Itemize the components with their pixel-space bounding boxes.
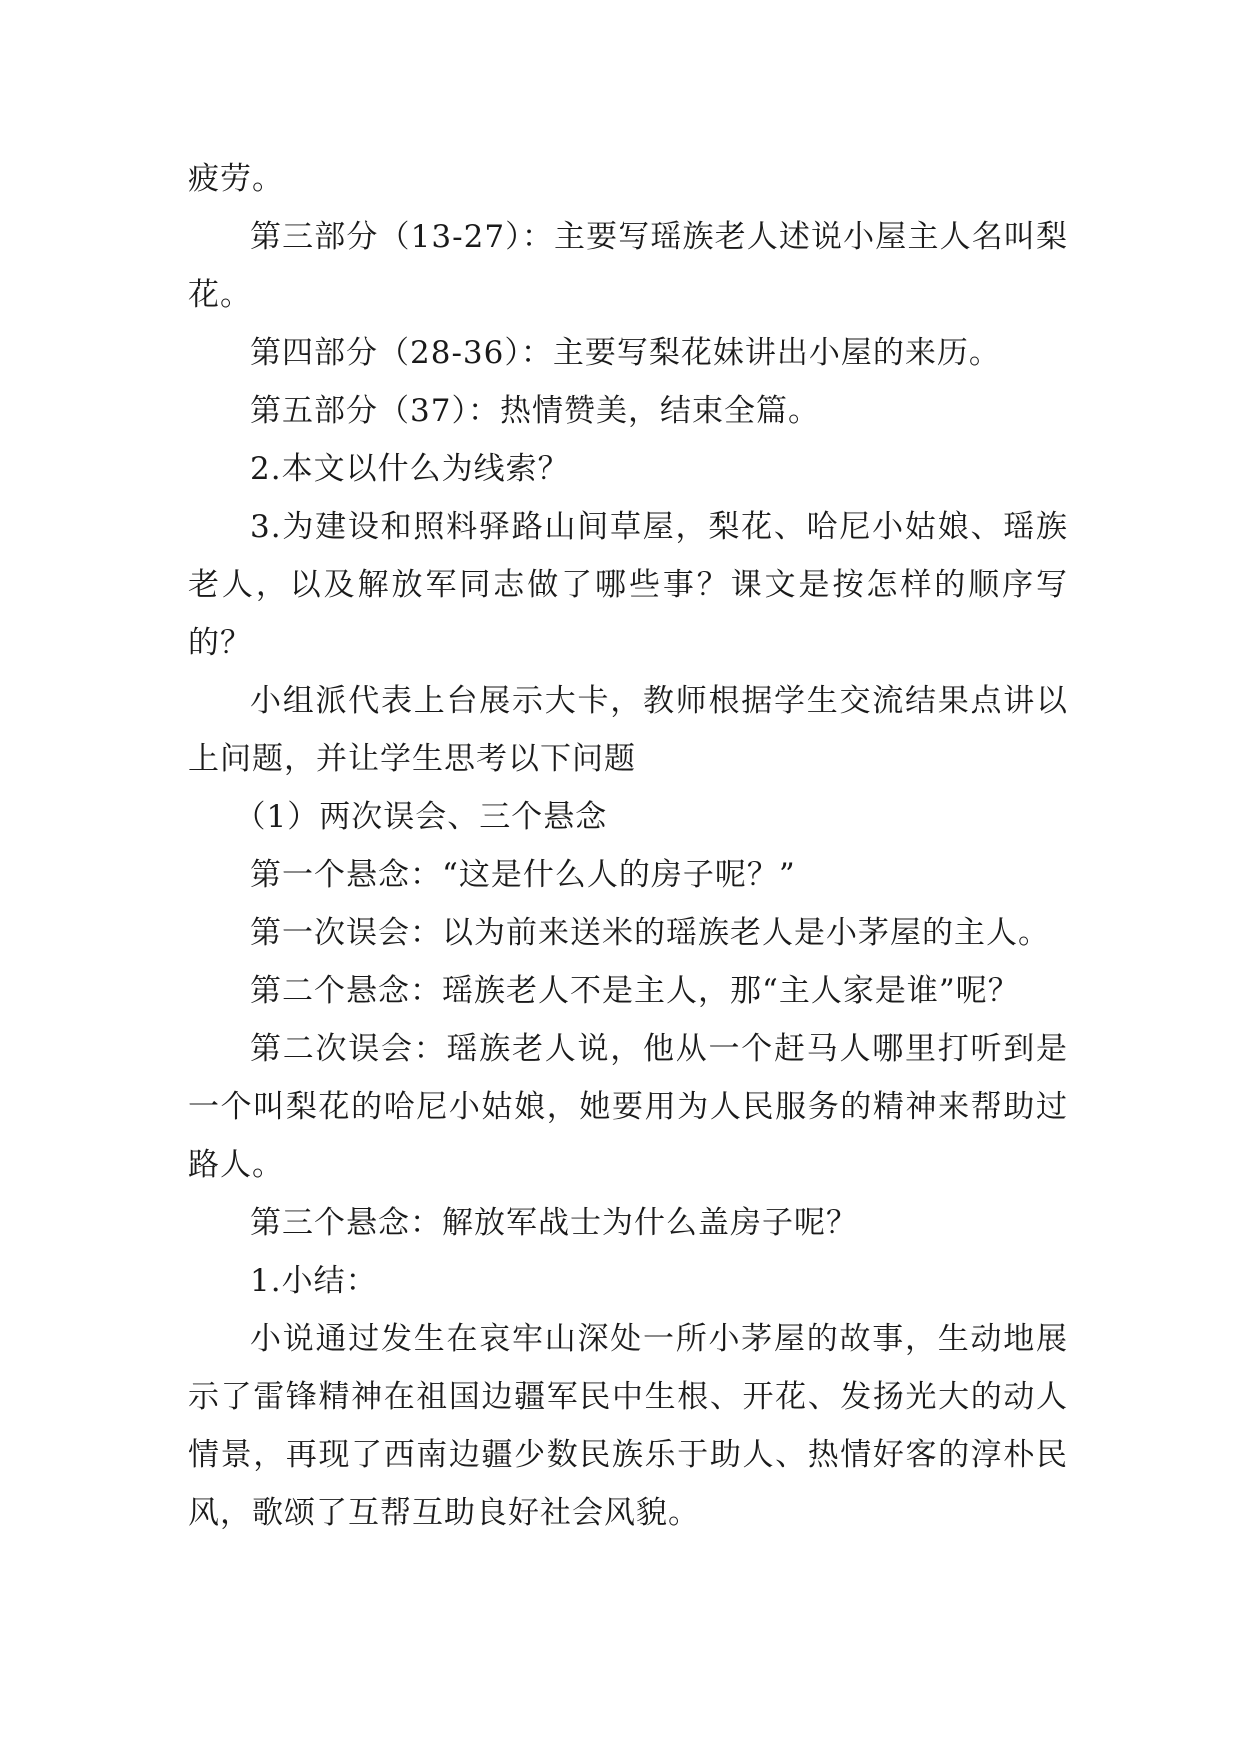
suspense-1: 第一个悬念：“这是什么人的房子呢？” — [250, 857, 796, 893]
paragraph-group-discussion: 小组派代表上台展示大卡，教师根据学生交流结果点讲以上问题，并让学生思考以下问题 — [188, 683, 1068, 777]
misunderstanding-1: 第一次误会：以为前来送米的瑶族老人是小茅屋的主人。 — [250, 915, 1050, 951]
summary-heading: 1.小结： — [250, 1263, 378, 1299]
subheading-misunderstandings-suspense: （1）两次误会、三个悬念 — [234, 799, 608, 835]
document-body — [188, 150, 1068, 1542]
paragraph-part-four: 第四部分（28-36）：主要写梨花妹讲出小屋的来历。 — [250, 335, 1001, 371]
paragraph-continuation: 疲劳。 — [188, 161, 284, 197]
paragraph-part-three: 第三部分（13-27）：主要写瑶族老人述说小屋主人名叫梨花。 — [188, 219, 1068, 313]
suspense-2: 第二个悬念：瑶族老人不是主人，那“主人家是谁”呢？ — [250, 973, 1020, 1009]
question-3: 3.为建设和照料驿路山间草屋，梨花、哈尼小姑娘、瑶族老人，以及解放军同志做了哪些事？课文是按怎样的顺序写的？ — [188, 509, 1068, 661]
suspense-3: 第三个悬念：解放军战士为什么盖房子呢？ — [250, 1205, 858, 1241]
paragraph-part-five: 第五部分（37）：热情赞美，结束全篇。 — [250, 393, 820, 429]
question-2: 2.本文以什么为线索？ — [250, 451, 570, 487]
misunderstanding-2: 第二次误会：瑶族老人说，他从一个赶马人哪里打听到是一个叫梨花的哈尼小姑娘，她要用为人民服务的精神来帮助过路人。 — [188, 1031, 1068, 1183]
summary-paragraph: 小说通过发生在哀牢山深处一所小茅屋的故事，生动地展示了雷锋精神在祖国边疆军民中生根、开花、发扬光大的动人情景，再现了西南边疆少数民族乐于助人、热情好客的淳朴民风，歌颂了互帮互助良好社会风貌。 — [188, 1321, 1068, 1531]
